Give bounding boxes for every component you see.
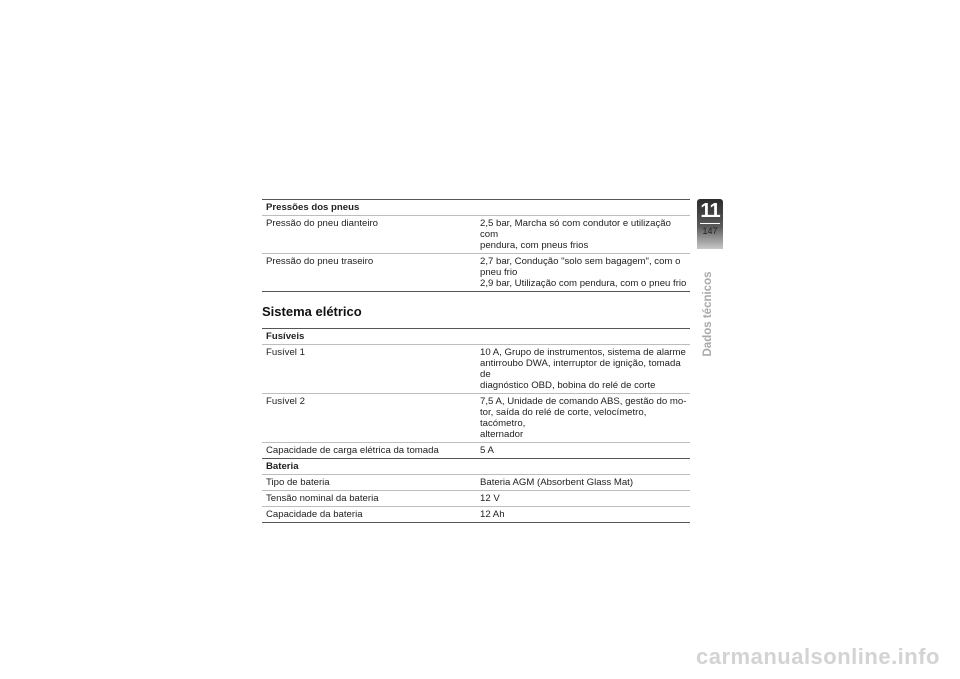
spec-label: Capacidade da bateria bbox=[262, 507, 476, 523]
spec-value-line: 12 V bbox=[480, 493, 500, 504]
table-row bbox=[262, 475, 690, 491]
tyre-pressure-heading: Pressões dos pneus bbox=[262, 200, 690, 216]
table-row bbox=[262, 345, 690, 394]
tyre-pressure-table bbox=[262, 199, 690, 292]
spec-value bbox=[476, 443, 690, 459]
table-heading-row bbox=[262, 329, 690, 345]
table-row bbox=[262, 443, 690, 459]
electrical-table bbox=[262, 328, 690, 523]
spec-value-line: alternador bbox=[480, 429, 524, 440]
section-title: Sistema elétrico bbox=[262, 304, 362, 319]
spec-value bbox=[476, 507, 690, 523]
spec-value-line: 5 A bbox=[480, 445, 494, 456]
spec-value bbox=[476, 475, 690, 491]
chapter-side-title bbox=[689, 256, 727, 372]
spec-value-line: pendura, com pneus frios bbox=[480, 240, 589, 251]
table-row bbox=[262, 507, 690, 523]
spec-value-line: 7,5 A, Unidade de comando ABS, gestão do mo- bbox=[480, 396, 687, 407]
spec-value bbox=[476, 394, 690, 443]
spec-value-line: 10 A, Grupo de instrumentos, sistema de alarme bbox=[480, 347, 686, 358]
spec-value-line: Bateria AGM (Absorbent Glass Mat) bbox=[480, 477, 634, 488]
spec-label: Tipo de bateria bbox=[262, 475, 476, 491]
spec-value-line: pneu frio bbox=[480, 267, 518, 278]
page-number: 147 bbox=[702, 226, 718, 236]
spec-label: Pressão do pneu dianteiro bbox=[262, 216, 476, 254]
spec-value-line: 2,5 bar, Marcha só com condutor e utilização com bbox=[480, 218, 671, 240]
spec-value bbox=[476, 254, 690, 292]
spec-label: Capacidade de carga elétrica da tomada bbox=[262, 443, 476, 459]
spec-label: Fusível 2 bbox=[262, 394, 476, 443]
spec-value-line: 2,9 bar, Utilização com pendura, com o pneu frio bbox=[480, 278, 687, 289]
spec-value bbox=[476, 345, 690, 394]
watermark: carmanualsonline.info bbox=[696, 644, 940, 669]
spec-value-line: diagnóstico OBD, bobina do relé de corte bbox=[480, 380, 656, 391]
battery-heading: Bateria bbox=[262, 459, 690, 475]
table-row bbox=[262, 216, 690, 254]
spec-label: Tensão nominal da bateria bbox=[262, 491, 476, 507]
technical-data-content bbox=[262, 199, 690, 523]
fuses-heading: Fusíveis bbox=[262, 329, 690, 345]
table-row bbox=[262, 254, 690, 292]
table-heading-row bbox=[262, 459, 690, 475]
spec-value-line: 2,7 bar, Condução "solo sem bagagem", com o bbox=[480, 256, 681, 267]
spec-value-line: 12 Ah bbox=[480, 509, 505, 520]
spec-label: Pressão do pneu traseiro bbox=[262, 254, 476, 292]
spec-value-line: tor, saída do relé de corte, velocímetro, tacómetro, bbox=[480, 407, 647, 429]
table-row bbox=[262, 491, 690, 507]
chapter-title: Dados técnicos bbox=[702, 271, 714, 357]
table-heading-row bbox=[262, 200, 690, 216]
spec-value bbox=[476, 216, 690, 254]
table-row bbox=[262, 394, 690, 443]
chapter-number: 11 bbox=[700, 200, 720, 222]
chapter-tab-divider bbox=[700, 223, 720, 224]
spec-value bbox=[476, 491, 690, 507]
spec-label: Fusível 1 bbox=[262, 345, 476, 394]
spec-value-line: antirroubo DWA, interruptor de ignição, tomada de bbox=[480, 358, 681, 380]
